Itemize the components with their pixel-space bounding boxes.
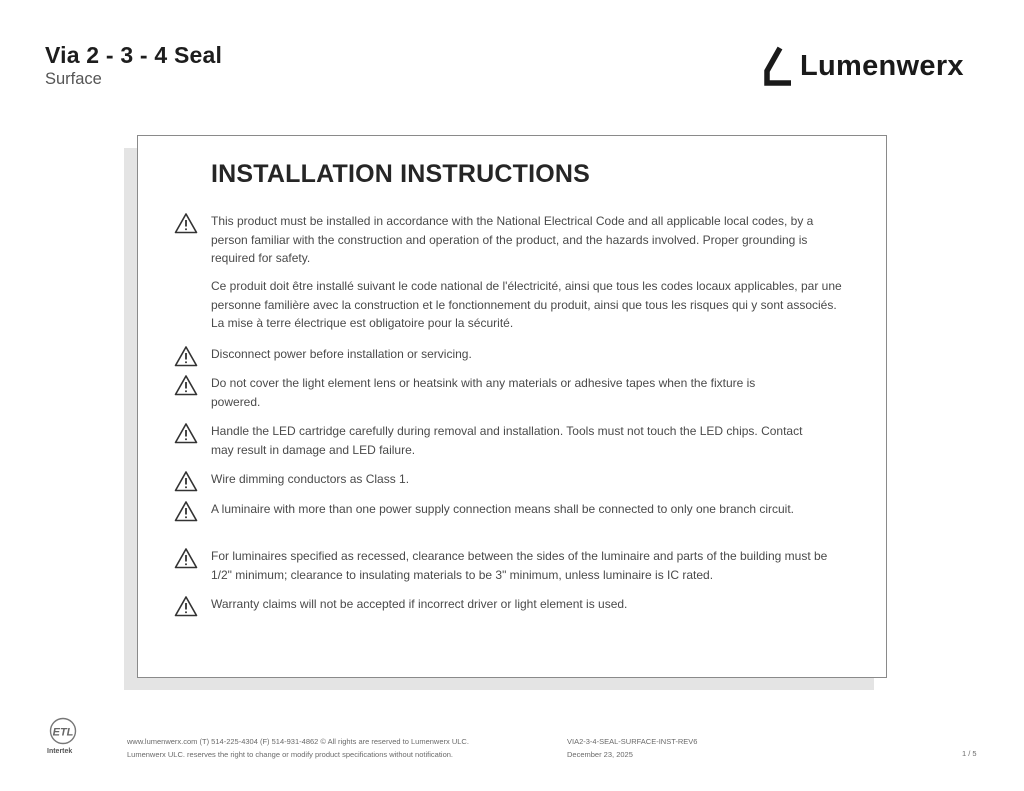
- logo-mark-icon: [764, 46, 794, 86]
- doc-date: December 23, 2025: [567, 749, 633, 759]
- certification-logo-icon: [46, 716, 80, 748]
- doc-code: VIA2-3-4-SEAL-SURFACE-INST-REV6: [567, 737, 698, 746]
- instruction-text: Warranty claims will not be accepted if incorrect driver or light element is used.: [211, 597, 628, 611]
- warning-triangle-icon: [174, 374, 198, 396]
- footer-doc-info: [567, 736, 697, 761]
- instruction-text: Wire dimming conductors as Class 1.: [211, 472, 410, 486]
- warning-triangle-icon: [174, 422, 198, 444]
- instruction-text: A luminaire with more than one power supply connection means shall be connected to only one branch circuit.: [211, 502, 795, 516]
- warning-triangle-icon: [174, 212, 198, 234]
- warning-triangle-icon: [174, 470, 198, 492]
- brand-logo: [764, 46, 964, 86]
- footer-contact-line: www.lumenwerx.com (T) 514-225-4304 (F) 514-931-4862 © All rights are reserved to Lumenwerx ULC.: [127, 737, 469, 746]
- page-number: 1 / 5: [962, 749, 977, 758]
- footer-contact: [127, 736, 469, 761]
- cert-label: Intertek: [47, 748, 73, 755]
- instruction-text: Do not cover the light element lens or heatsink with any materials or adhesive tapes when the fixture is powered.: [211, 376, 756, 409]
- panel-title: INSTALLATION INSTRUCTIONS: [211, 160, 591, 188]
- footer-disclaimer: Lumenwerx ULC. reserves the right to change or modify product specifications without notification.: [127, 749, 453, 759]
- instruction-text: Disconnect power before installation or servicing.: [211, 347, 472, 361]
- warning-triangle-icon: [174, 345, 198, 367]
- instructions-panel: [137, 135, 887, 678]
- warning-triangle-icon: [174, 547, 198, 569]
- cert-mark: ETL: [52, 726, 74, 739]
- instruction-text-en: This product must be installed in accordance with the National Electrical Code and all applicable local codes, by a person familiar with the construction and operation of the product, and the hazards involved. Proper grounding is required for safety.: [211, 214, 814, 265]
- instruction-text: For luminaires specified as recessed, clearance between the sides of the luminaire and parts of the building must be 1/2" minimum; clearance to insulating materials to be 3" minimum, unless luminaire is IC rated.: [211, 549, 828, 582]
- warning-triangle-icon: [174, 500, 198, 522]
- logo-wordmark: Lumenwerx: [800, 49, 964, 82]
- instruction-text-fr: Ce produit doit être installé suivant le code national de l'électricité, ainsi que tous les codes locaux applicables, par une personne familière avec la construction et le fonctionnement du produit, ainsi que tous les risques qui y sont associés. La mise à terre électrique est obligatoire pour la sécurité.: [211, 279, 842, 330]
- document-title: Via 2 - 3 - 4 Seal: [45, 42, 223, 68]
- warning-triangle-icon: [174, 595, 198, 617]
- document-subtitle: Surface: [45, 70, 102, 88]
- instruction-text: Handle the LED cartridge carefully during removal and installation. Tools must not touch the LED chips. Contact may result in damage and LED failure.: [211, 424, 803, 457]
